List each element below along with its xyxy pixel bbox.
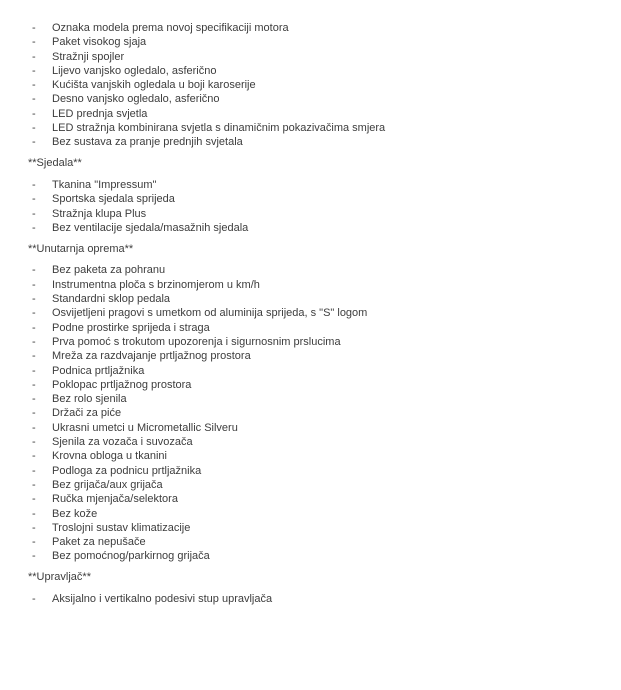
list-item-text: Podnica prtljažnika <box>52 364 145 377</box>
list-item-text: Ukrasni umetci u Micrometallic Silveru <box>52 421 238 434</box>
list-item <box>28 392 601 406</box>
list-item-text: Podloga za podnicu prtljažnika <box>52 464 202 477</box>
list-item <box>28 192 601 206</box>
list-item <box>28 421 601 435</box>
list-item <box>28 492 601 506</box>
list-item-text: Tkanina "Impressum" <box>52 178 157 191</box>
list-item-text: Aksijalno i vertikalno podesivi stup upravljača <box>52 592 273 605</box>
bullet-dash: - <box>32 22 36 34</box>
list-item <box>28 321 601 335</box>
list-item-text: Paket za nepušače <box>52 536 146 549</box>
bullet-dash: - <box>32 592 36 605</box>
bullet-dash: - <box>32 536 36 549</box>
list-item <box>28 406 601 420</box>
list-item <box>28 178 601 192</box>
bullet-list <box>28 21 601 150</box>
list-item-text: Krovna obloga u tkanini <box>52 450 167 463</box>
bullet-dash: - <box>32 36 36 49</box>
list-item <box>28 478 601 492</box>
list-item-text: Držači za piće <box>52 407 122 420</box>
list-item-text: Osvijetljeni pragovi s umetkom od aluminija sprijeda, s "S" logom <box>52 307 368 320</box>
list-item-text: Mreža za razdvajanje prtljažnog prostora <box>52 350 251 363</box>
section-header: **Upravljač** <box>28 571 91 584</box>
list-item <box>28 521 601 535</box>
bullet-dash: - <box>32 407 36 420</box>
list-item-text: Bez rolo sjenila <box>52 393 127 406</box>
section-header: **Unutarnja oprema** <box>28 242 134 255</box>
list-item <box>28 92 601 106</box>
list-item <box>28 35 601 49</box>
list-item <box>28 221 601 235</box>
bullet-dash: - <box>32 335 36 348</box>
list-item-text: Podne prostirke sprijeda i straga <box>52 321 210 334</box>
list-item <box>28 78 601 92</box>
bullet-dash: - <box>32 550 36 563</box>
list-item-text: Prva pomoć s trokutom upozorenja i sigurnosnim prslucima <box>52 335 341 348</box>
list-item <box>28 549 601 563</box>
bullet-dash: - <box>32 364 36 377</box>
bullet-dash: - <box>32 50 36 63</box>
list-item <box>28 50 601 64</box>
list-item <box>28 535 601 549</box>
list-item-text: Stražnji spojler <box>52 50 125 63</box>
bullet-dash: - <box>32 464 36 477</box>
list-item <box>28 464 601 478</box>
list-item-text: Standardni sklop pedala <box>52 293 171 306</box>
bullet-dash: - <box>32 193 36 206</box>
list-item-text: Lijevo vanjsko ogledalo, asferično <box>52 64 217 77</box>
list-item <box>28 335 601 349</box>
bullet-list <box>28 263 601 563</box>
list-item-text: Bez pomoćnog/parkirnog grijača <box>52 550 210 563</box>
list-item <box>28 64 601 78</box>
list-item-text: Troslojni sustav klimatizacije <box>52 521 191 534</box>
bullet-dash: - <box>32 421 36 434</box>
bullet-dash: - <box>32 378 36 391</box>
list-item-text: Stražnja klupa Plus <box>52 207 147 220</box>
list-item-text: Bez ventilacije sjedala/masažnih sjedala <box>52 221 249 234</box>
bullet-dash: - <box>32 507 36 520</box>
list-item-text: Instrumentna ploča s brzinomjerom u km/h <box>52 278 260 291</box>
list-item-text: Bez grijača/aux grijača <box>52 478 163 491</box>
list-item-text: LED prednja svjetla <box>52 107 148 120</box>
bullet-dash: - <box>32 436 36 449</box>
list-item-text: Sportska sjedala sprijeda <box>52 193 175 206</box>
bullet-dash: - <box>32 221 36 234</box>
bullet-list <box>28 592 601 606</box>
bullet-dash: - <box>32 136 36 149</box>
bullet-dash: - <box>32 264 36 277</box>
bullet-dash: - <box>32 107 36 120</box>
bullet-dash: - <box>32 93 36 106</box>
list-item <box>28 263 601 277</box>
list-item-text: Paket visokog sjaja <box>52 36 147 49</box>
list-item <box>28 135 601 149</box>
bullet-dash: - <box>32 321 36 334</box>
list-item <box>28 306 601 320</box>
bullet-dash: - <box>32 350 36 363</box>
equipment-list <box>28 21 601 606</box>
list-item-text: Poklopac prtljažnog prostora <box>52 378 192 391</box>
list-item-text: Desno vanjsko ogledalo, asferično <box>52 93 220 106</box>
bullet-dash: - <box>32 307 36 320</box>
list-item-text: Ručka mjenjača/selektora <box>52 493 178 506</box>
bullet-dash: - <box>32 64 36 77</box>
list-item-text: Bez sustava za pranje prednjih svjetala <box>52 136 243 149</box>
list-item-text: Kućišta vanjskih ogledala u boji karoserije <box>52 79 256 92</box>
bullet-dash: - <box>32 278 36 291</box>
list-item-text: Oznaka modela prema novoj specifikaciji motora <box>52 22 289 34</box>
list-item-text: LED stražnja kombinirana svjetla s dinamičnim pokazivačima smjera <box>52 122 386 135</box>
list-item <box>28 507 601 521</box>
list-item <box>28 207 601 221</box>
list-item-text: Bez kože <box>52 507 98 520</box>
bullet-dash: - <box>32 79 36 92</box>
list-item <box>28 107 601 121</box>
list-item <box>28 278 601 292</box>
bullet-dash: - <box>32 450 36 463</box>
list-item <box>28 592 601 606</box>
bullet-dash: - <box>32 207 36 220</box>
bullet-dash: - <box>32 521 36 534</box>
list-item <box>28 349 601 363</box>
list-item-text: Bez paketa za pohranu <box>52 264 166 277</box>
list-item <box>28 435 601 449</box>
list-item <box>28 364 601 378</box>
list-item <box>28 21 601 35</box>
list-item <box>28 378 601 392</box>
list-item-text: Sjenila za vozača i suvozača <box>52 436 193 449</box>
bullet-list <box>28 178 601 235</box>
bullet-dash: - <box>32 293 36 306</box>
list-item <box>28 449 601 463</box>
bullet-dash: - <box>32 493 36 506</box>
list-item <box>28 292 601 306</box>
bullet-dash: - <box>32 393 36 406</box>
bullet-dash: - <box>32 122 36 135</box>
bullet-dash: - <box>32 478 36 491</box>
section-header: **Sjedala** <box>28 157 82 170</box>
list-item <box>28 121 601 135</box>
bullet-dash: - <box>32 178 36 191</box>
